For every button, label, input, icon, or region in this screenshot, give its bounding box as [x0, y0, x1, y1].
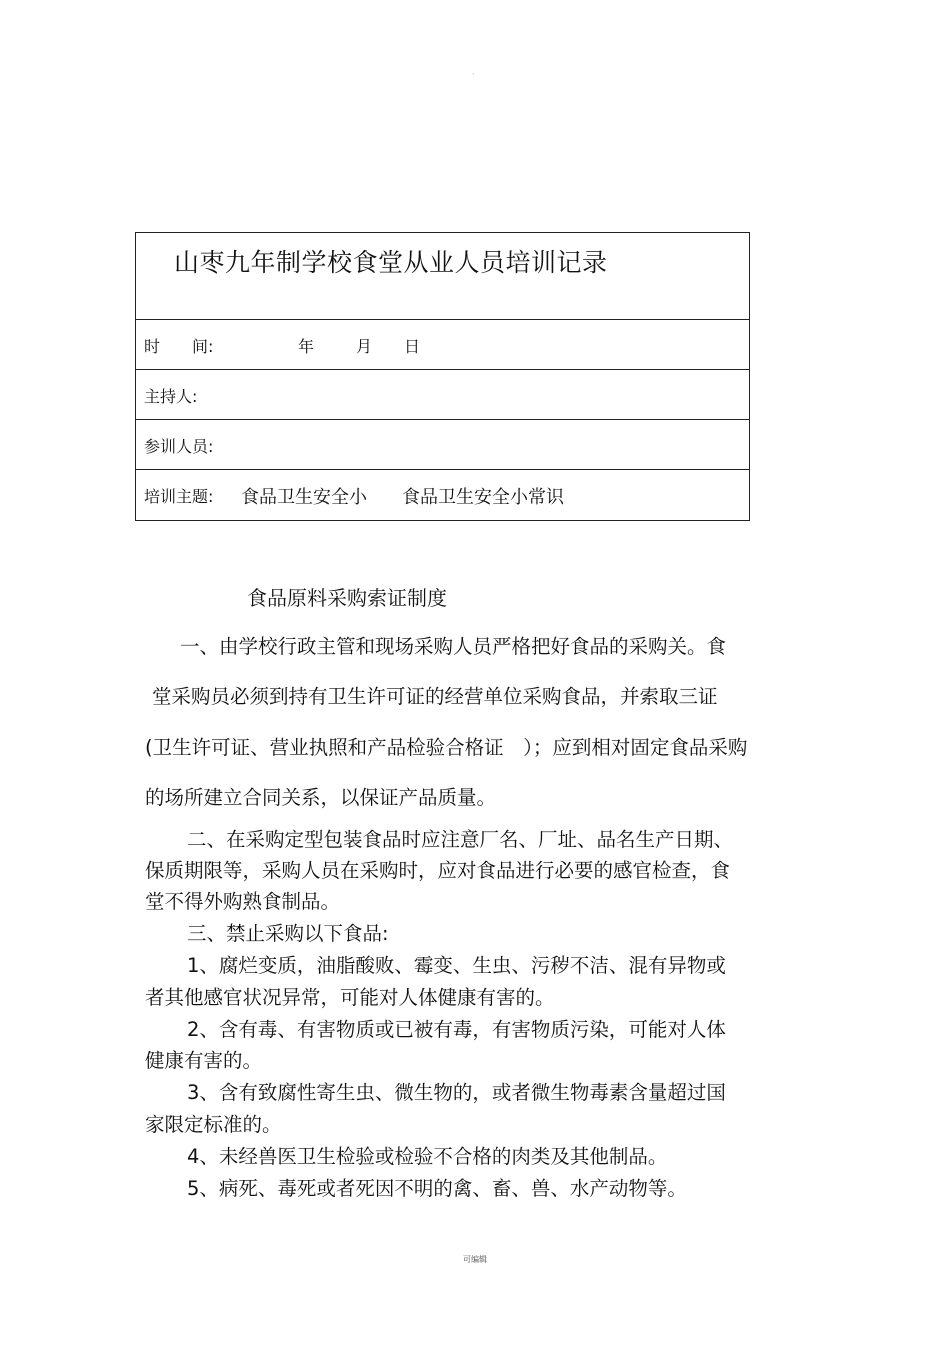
participants-label: 参训人员: [144, 437, 214, 456]
list-item-1-line: 1、腐烂变质，油脂酸败、霉变、生虫、污秽不洁、混有异物或 [187, 954, 726, 977]
paragraph-1-line: (卫生许可证、营业执照和产品检验合格证 ）；应到相对固定食品采购 [145, 736, 748, 759]
list-item-3-line: 家限定标准的。 [145, 1113, 282, 1136]
list-item-2-line: 健康有害的。 [145, 1049, 263, 1072]
paragraph-1-line: 堂采购员必须到持有卫生许可证的经营单位采购食品，并索取三证 [152, 685, 718, 708]
host-row [136, 370, 749, 420]
paragraph-1-line: 一、由学校行政主管和现场采购人员严格把好食品的采购关。食 [180, 635, 727, 658]
time-label: 时 间: [144, 337, 214, 356]
page-mark: · [472, 70, 475, 79]
record-title: 山枣九年制学校食堂从业人员培训记录 [174, 248, 608, 277]
topic-row [136, 470, 749, 520]
month-label: 月 [356, 337, 373, 356]
topic-label: 培训主题: [144, 487, 214, 506]
participants-row [136, 420, 749, 470]
time-row [136, 320, 749, 370]
paragraph-1-line: 的场所建立合同关系，以保证产品质量。 [145, 786, 497, 809]
list-item-5: 5、病死、毒死或者死因不明的禽、畜、兽、水产动物等。 [187, 1177, 687, 1200]
footer-note: 可编辑 [463, 1255, 487, 1264]
training-record-table [135, 232, 750, 521]
list-item-4: 4、未经兽医卫生检验或检验不合格的肉类及其他制品。 [187, 1145, 668, 1168]
paragraph-2-line: 二、在采购定型包装食品时应注意厂名、厂址、品名生产日期、 [187, 828, 734, 851]
paragraph-2-line: 保质期限等，采购人员在采购时，应对食品进行必要的感官检查，食 [145, 859, 731, 882]
paragraph-3: 三、禁止采购以下食品: [187, 922, 389, 945]
document-heading: 食品原料采购索证制度 [247, 586, 447, 610]
paragraph-2-line: 堂不得外购熟食制品。 [145, 890, 341, 913]
list-item-3-line: 3、含有致腐性寄生虫、微生物的，或者微生物毒素含量超过国 [187, 1081, 726, 1104]
topic-value-full: 食品卫生安全小常识 [402, 487, 564, 508]
host-label: 主持人: [144, 387, 198, 406]
year-label: 年 [298, 337, 315, 356]
list-item-1-line: 者其他感官状况异常，可能对人体健康有害的。 [145, 986, 555, 1009]
table-title-row [136, 233, 749, 320]
list-item-2-line: 2、含有毒、有害物质或已被有毒，有害物质污染，可能对人体 [187, 1018, 726, 1041]
topic-value-short: 食品卫生安全小 [241, 487, 367, 508]
day-label: 日 [404, 337, 421, 356]
